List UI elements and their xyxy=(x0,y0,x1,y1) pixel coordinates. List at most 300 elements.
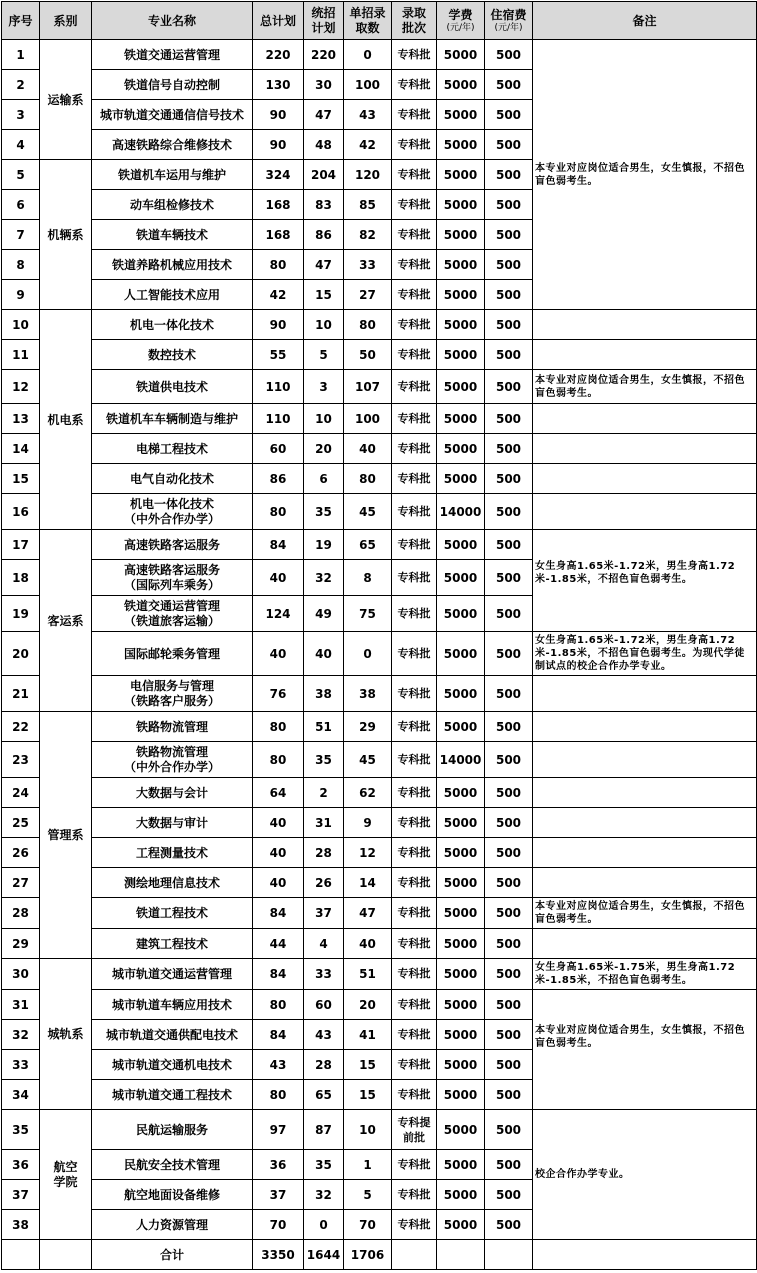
major-cell: 人力资源管理 xyxy=(92,1210,253,1240)
tuition-cell: 5000 xyxy=(437,464,485,494)
total-plan-cell: 76 xyxy=(253,676,304,712)
seq-cell: 3 xyxy=(2,100,40,130)
unified-plan-cell: 37 xyxy=(304,898,344,929)
total-plan-cell: 84 xyxy=(253,1020,304,1050)
single-admission-cell: 65 xyxy=(344,530,392,560)
remark-cell xyxy=(533,464,757,494)
batch-cell: 专科批 xyxy=(392,778,437,808)
header-unified-plan: 统招 计划 xyxy=(304,2,344,40)
total-plan-cell: 80 xyxy=(253,250,304,280)
single-admission-cell: 9 xyxy=(344,808,392,838)
dorm-fee-cell: 500 xyxy=(485,676,533,712)
dorm-fee-cell: 500 xyxy=(485,742,533,778)
line-2: （国际列车乘务） xyxy=(123,577,220,592)
single-admission-cell: 85 xyxy=(344,190,392,220)
batch-cell: 专科批 xyxy=(392,464,437,494)
single-admission-cell: 38 xyxy=(344,676,392,712)
batch-cell: 专科批 xyxy=(392,676,437,712)
dept-cell xyxy=(40,1110,92,1240)
remark-cell: 本专业对应岗位适合男生，女生慎报，不招色盲色弱考生。 xyxy=(533,990,757,1110)
batch-cell: 专科批 xyxy=(392,530,437,560)
batch-cell: 专科批 xyxy=(392,632,437,676)
batch-cell: 专科批 xyxy=(392,434,437,464)
dorm-fee-cell: 500 xyxy=(485,596,533,632)
seq-cell: 17 xyxy=(2,530,40,560)
single-admission-cell: 5 xyxy=(344,1180,392,1210)
major-cell: 大数据与会计 xyxy=(92,778,253,808)
remark-cell xyxy=(533,868,757,898)
tuition-cell: 5000 xyxy=(437,220,485,250)
line-2: （铁路客户服务） xyxy=(123,693,220,708)
seq-cell: 8 xyxy=(2,250,40,280)
major-cell: 工程测量技术 xyxy=(92,838,253,868)
table-row xyxy=(2,310,757,340)
total-plan-cell: 90 xyxy=(253,130,304,160)
unified-plan-cell: 86 xyxy=(304,220,344,250)
tuition-cell: 5000 xyxy=(437,530,485,560)
tuition-cell: 5000 xyxy=(437,632,485,676)
single-admission-cell: 43 xyxy=(344,100,392,130)
single-admission-cell: 80 xyxy=(344,310,392,340)
remark-cell xyxy=(533,310,757,340)
unified-plan-cell: 40 xyxy=(304,632,344,676)
total-row xyxy=(2,1240,757,1270)
seq-cell: 25 xyxy=(2,808,40,838)
batch-cell: 专科批 xyxy=(392,100,437,130)
unified-plan-cell: 87 xyxy=(304,1110,344,1150)
major-cell xyxy=(92,560,253,596)
dorm-fee-cell: 500 xyxy=(485,959,533,990)
single-admission-cell: 15 xyxy=(344,1050,392,1080)
major-cell xyxy=(92,494,253,530)
tuition-cell: 5000 xyxy=(437,778,485,808)
seq-cell: 27 xyxy=(2,868,40,898)
major-cell: 国际邮轮乘务管理 xyxy=(92,632,253,676)
total-plan-cell: 124 xyxy=(253,596,304,632)
dorm-fee-cell: 500 xyxy=(485,464,533,494)
tuition-cell: 5000 xyxy=(437,404,485,434)
seq-cell: 35 xyxy=(2,1110,40,1150)
table-row xyxy=(2,742,757,778)
batch-cell: 专科批 xyxy=(392,1180,437,1210)
batch-cell: 专科批 xyxy=(392,160,437,190)
header-major: 专业名称 xyxy=(92,2,253,40)
total-plan-cell: 80 xyxy=(253,712,304,742)
batch-cell: 专科批 xyxy=(392,929,437,959)
dept-cell: 客运系 xyxy=(40,530,92,712)
table-row xyxy=(2,868,757,898)
major-cell: 航空地面设备维修 xyxy=(92,1180,253,1210)
unified-plan-cell: 65 xyxy=(304,1080,344,1110)
dorm-fee-cell: 500 xyxy=(485,1210,533,1240)
batch-cell: 专科批 xyxy=(392,712,437,742)
dorm-fee-cell: 500 xyxy=(485,190,533,220)
dept-cell: 运输系 xyxy=(40,40,92,160)
seq-cell: 34 xyxy=(2,1080,40,1110)
total-plan-cell: 60 xyxy=(253,434,304,464)
tuition-cell: 5000 xyxy=(437,190,485,220)
unified-plan-cell: 35 xyxy=(304,742,344,778)
tuition-cell: 5000 xyxy=(437,1020,485,1050)
single-admission-cell: 45 xyxy=(344,494,392,530)
single-admission-cell: 47 xyxy=(344,898,392,929)
dorm-fee-cell: 500 xyxy=(485,778,533,808)
seq-cell: 2 xyxy=(2,70,40,100)
table-row xyxy=(2,464,757,494)
batch-cell: 专科批 xyxy=(392,370,437,404)
single-admission-cell: 15 xyxy=(344,1080,392,1110)
remark-cell: 女生身高1.65米-1.72米，男生身高1.72米-1.85米，不招色盲色弱考生。 xyxy=(533,530,757,632)
dorm-fee-cell: 500 xyxy=(485,1150,533,1180)
major-cell: 动车组检修技术 xyxy=(92,190,253,220)
dorm-fee-cell: 500 xyxy=(485,434,533,464)
seq-cell: 31 xyxy=(2,990,40,1020)
line-1: 高速铁路客运服务 xyxy=(123,562,220,577)
seq-cell: 6 xyxy=(2,190,40,220)
seq-cell: 21 xyxy=(2,676,40,712)
seq-cell: 10 xyxy=(2,310,40,340)
table-row xyxy=(2,676,757,712)
single-admission-cell: 75 xyxy=(344,596,392,632)
line-1: 机电一体化技术 xyxy=(129,496,214,511)
header-remark: 备注 xyxy=(533,2,757,40)
unified-plan-cell: 28 xyxy=(304,1050,344,1080)
header-tuition: 学费 (元/年) xyxy=(437,2,485,40)
dorm-fee-cell: 500 xyxy=(485,1080,533,1110)
dorm-fee-cell: 500 xyxy=(485,1180,533,1210)
unified-plan-cell: 32 xyxy=(304,560,344,596)
dorm-fee-cell: 500 xyxy=(485,808,533,838)
dorm-fee-cell: 500 xyxy=(485,340,533,370)
total-plan-cell: 97 xyxy=(253,1110,304,1150)
major-cell xyxy=(92,596,253,632)
seq-cell: 12 xyxy=(2,370,40,404)
table-row xyxy=(2,434,757,464)
total-plan-cell: 40 xyxy=(253,560,304,596)
single-admission-cell: 27 xyxy=(344,280,392,310)
single-admission-cell: 51 xyxy=(344,959,392,990)
remark-cell: 女生身高1.65米-1.75米，男生身高1.72米-1.85米，不招色盲色弱考生。 xyxy=(533,959,757,990)
seq-cell: 4 xyxy=(2,130,40,160)
single-admission-cell: 62 xyxy=(344,778,392,808)
total-plan-cell: 80 xyxy=(253,494,304,530)
tuition-cell: 5000 xyxy=(437,808,485,838)
unified-plan-cell: 31 xyxy=(304,808,344,838)
total-plan-cell: 40 xyxy=(253,632,304,676)
batch-cell: 专科批 xyxy=(392,310,437,340)
dorm-fee-cell: 500 xyxy=(485,838,533,868)
seq-cell: 32 xyxy=(2,1020,40,1050)
table-row xyxy=(2,40,757,70)
total-plan-cell: 84 xyxy=(253,959,304,990)
dorm-fee-cell: 500 xyxy=(485,100,533,130)
dept-cell: 管理系 xyxy=(40,712,92,959)
major-cell: 高速铁路综合维修技术 xyxy=(92,130,253,160)
single-admission-cell: 100 xyxy=(344,404,392,434)
batch-cell: 专科批 xyxy=(392,70,437,100)
batch-cell: 专科批 xyxy=(392,596,437,632)
unified-plan-cell: 6 xyxy=(304,464,344,494)
tuition-cell: 5000 xyxy=(437,929,485,959)
unified-plan-cell: 38 xyxy=(304,676,344,712)
batch-cell: 专科批 xyxy=(392,1150,437,1180)
major-cell: 电梯工程技术 xyxy=(92,434,253,464)
total-empty-batch xyxy=(392,1240,437,1270)
total-plan-cell: 64 xyxy=(253,778,304,808)
batch-cell: 专科批 xyxy=(392,838,437,868)
seq-cell: 29 xyxy=(2,929,40,959)
total-plan-cell: 168 xyxy=(253,190,304,220)
header-row xyxy=(2,2,757,40)
single-admission-cell: 20 xyxy=(344,990,392,1020)
batch-cell xyxy=(392,1110,437,1150)
tuition-cell: 5000 xyxy=(437,1180,485,1210)
tuition-cell: 5000 xyxy=(437,1110,485,1150)
major-cell: 城市轨道车辆应用技术 xyxy=(92,990,253,1020)
seq-cell: 14 xyxy=(2,434,40,464)
table-row xyxy=(2,370,757,404)
table-row xyxy=(2,340,757,370)
tuition-cell: 14000 xyxy=(437,742,485,778)
single-admission-cell: 70 xyxy=(344,1210,392,1240)
remark-cell xyxy=(533,712,757,742)
header-dorm-fee: 住宿费 (元/年) xyxy=(485,2,533,40)
tuition-cell: 5000 xyxy=(437,310,485,340)
header-single-admission: 单招录 取数 xyxy=(344,2,392,40)
major-cell: 数控技术 xyxy=(92,340,253,370)
tuition-cell: 5000 xyxy=(437,1150,485,1180)
major-cell: 铁道信号自动控制 xyxy=(92,70,253,100)
total-plan-cell: 110 xyxy=(253,404,304,434)
total-plan-cell: 80 xyxy=(253,990,304,1020)
tuition-cell: 5000 xyxy=(437,100,485,130)
remark-cell: 女生身高1.65米-1.72米，男生身高1.72米-1.85米，不招色盲色弱考生。为现代学徒制试点的校企合作办学专业。 xyxy=(533,632,757,676)
table-row xyxy=(2,1110,757,1150)
table-row xyxy=(2,404,757,434)
line-2: 学院 xyxy=(53,1174,78,1189)
tuition-cell: 5000 xyxy=(437,40,485,70)
total-plan-cell: 80 xyxy=(253,1080,304,1110)
single-admission-cell: 42 xyxy=(344,130,392,160)
tuition-cell: 5000 xyxy=(437,868,485,898)
dorm-fee-cell: 500 xyxy=(485,632,533,676)
single-admission-cell: 1 xyxy=(344,1150,392,1180)
dorm-fee-cell: 500 xyxy=(485,1020,533,1050)
line-1: 铁道交通运营管理 xyxy=(123,598,220,613)
seq-cell: 30 xyxy=(2,959,40,990)
tuition-cell: 5000 xyxy=(437,280,485,310)
unified-plan-cell: 26 xyxy=(304,868,344,898)
tuition-cell: 5000 xyxy=(437,434,485,464)
tuition-cell: 5000 xyxy=(437,130,485,160)
batch-cell: 专科批 xyxy=(392,959,437,990)
batch-cell: 专科批 xyxy=(392,898,437,929)
major-cell: 城市轨道交通供配电技术 xyxy=(92,1020,253,1050)
batch-cell: 专科批 xyxy=(392,250,437,280)
unified-plan-cell: 4 xyxy=(304,929,344,959)
batch-cell: 专科批 xyxy=(392,1080,437,1110)
remark-cell xyxy=(533,808,757,838)
total-plan-cell: 55 xyxy=(253,340,304,370)
total-plan-cell: 80 xyxy=(253,742,304,778)
tuition-cell: 5000 xyxy=(437,676,485,712)
total-empty-seq xyxy=(2,1240,40,1270)
seq-cell: 9 xyxy=(2,280,40,310)
remark-cell: 校企合作办学专业。 xyxy=(533,1110,757,1240)
tuition-cell: 5000 xyxy=(437,560,485,596)
single-admission-cell: 10 xyxy=(344,1110,392,1150)
single-admission-cell: 14 xyxy=(344,868,392,898)
unified-plan-cell: 49 xyxy=(304,596,344,632)
major-cell xyxy=(92,742,253,778)
total-plan-cell: 44 xyxy=(253,929,304,959)
table-row xyxy=(2,808,757,838)
total-plan-cell: 90 xyxy=(253,100,304,130)
batch-cell: 专科批 xyxy=(392,1210,437,1240)
major-cell: 人工智能技术应用 xyxy=(92,280,253,310)
line-2: （中外合作办学） xyxy=(123,511,220,526)
total-plan-cell: 86 xyxy=(253,464,304,494)
total-plan-cell: 37 xyxy=(253,1180,304,1210)
total-plan-cell: 168 xyxy=(253,220,304,250)
dorm-fee-cell: 500 xyxy=(485,160,533,190)
dorm-fee-cell: 500 xyxy=(485,898,533,929)
unified-plan-cell: 32 xyxy=(304,1180,344,1210)
dorm-fee-cell: 500 xyxy=(485,404,533,434)
total-plan-cell: 36 xyxy=(253,1150,304,1180)
total-plan-sum: 3350 xyxy=(253,1240,304,1270)
line-2: 前批 xyxy=(403,1130,425,1144)
single-admission-cell: 100 xyxy=(344,70,392,100)
table-row xyxy=(2,929,757,959)
tuition-cell: 5000 xyxy=(437,898,485,929)
major-cell: 民航安全技术管理 xyxy=(92,1150,253,1180)
major-cell: 铁道工程技术 xyxy=(92,898,253,929)
total-plan-cell: 43 xyxy=(253,1050,304,1080)
batch-cell: 专科批 xyxy=(392,808,437,838)
line-1: 电信服务与管理 xyxy=(129,678,214,693)
total-empty-remark xyxy=(533,1240,757,1270)
batch-cell: 专科批 xyxy=(392,220,437,250)
unified-plan-cell: 28 xyxy=(304,838,344,868)
batch-cell: 专科批 xyxy=(392,742,437,778)
batch-cell: 专科批 xyxy=(392,130,437,160)
tuition-cell: 5000 xyxy=(437,712,485,742)
total-plan-cell: 40 xyxy=(253,838,304,868)
unified-plan-cell: 204 xyxy=(304,160,344,190)
admission-plan-table xyxy=(1,1,757,1270)
major-cell: 测绘地理信息技术 xyxy=(92,868,253,898)
total-empty-dorm xyxy=(485,1240,533,1270)
remark-cell xyxy=(533,340,757,370)
table-row xyxy=(2,898,757,929)
table-row xyxy=(2,990,757,1020)
batch-cell: 专科批 xyxy=(392,1050,437,1080)
dorm-fee-cell: 500 xyxy=(485,1050,533,1080)
batch-cell: 专科批 xyxy=(392,340,437,370)
total-plan-cell: 220 xyxy=(253,40,304,70)
total-plan-cell: 84 xyxy=(253,898,304,929)
dorm-fee-cell: 500 xyxy=(485,1110,533,1150)
tuition-cell: 5000 xyxy=(437,990,485,1020)
line-1: 专科提 xyxy=(397,1115,431,1129)
dept-cell: 城轨系 xyxy=(40,959,92,1110)
remark-cell xyxy=(533,742,757,778)
batch-cell: 专科批 xyxy=(392,404,437,434)
table-row xyxy=(2,494,757,530)
major-cell: 铁道车辆技术 xyxy=(92,220,253,250)
major-cell: 铁道交通运营管理 xyxy=(92,40,253,70)
header-seq: 序号 xyxy=(2,2,40,40)
single-admission-cell: 120 xyxy=(344,160,392,190)
header-dept: 系别 xyxy=(40,2,92,40)
major-cell: 民航运输服务 xyxy=(92,1110,253,1150)
single-admission-cell: 8 xyxy=(344,560,392,596)
major-cell: 城市轨道交通运营管理 xyxy=(92,959,253,990)
dorm-fee-cell: 500 xyxy=(485,712,533,742)
dorm-fee-cell: 500 xyxy=(485,868,533,898)
dorm-fee-cell: 500 xyxy=(485,370,533,404)
batch-cell: 专科批 xyxy=(392,280,437,310)
seq-cell: 28 xyxy=(2,898,40,929)
unified-plan-cell: 47 xyxy=(304,250,344,280)
major-cell: 铁道养路机械应用技术 xyxy=(92,250,253,280)
unified-plan-cell: 48 xyxy=(304,130,344,160)
tuition-cell: 14000 xyxy=(437,494,485,530)
tuition-cell: 5000 xyxy=(437,250,485,280)
seq-cell: 20 xyxy=(2,632,40,676)
remark-cell xyxy=(533,676,757,712)
table-row xyxy=(2,530,757,560)
tuition-cell: 5000 xyxy=(437,596,485,632)
total-plan-cell: 130 xyxy=(253,70,304,100)
seq-cell: 11 xyxy=(2,340,40,370)
unified-plan-cell: 20 xyxy=(304,434,344,464)
remark-cell: 本专业对应岗位适合男生，女生慎报，不招色盲色弱考生。 xyxy=(533,370,757,404)
total-plan-cell: 110 xyxy=(253,370,304,404)
batch-cell: 专科批 xyxy=(392,40,437,70)
unified-plan-cell: 33 xyxy=(304,959,344,990)
seq-cell: 1 xyxy=(2,40,40,70)
seq-cell: 22 xyxy=(2,712,40,742)
table-row xyxy=(2,838,757,868)
major-cell: 机电一体化技术 xyxy=(92,310,253,340)
single-admission-cell: 0 xyxy=(344,632,392,676)
dorm-fee-cell: 500 xyxy=(485,250,533,280)
single-admission-cell: 80 xyxy=(344,464,392,494)
line-1: 航空 xyxy=(53,1159,78,1174)
single-admission-cell: 29 xyxy=(344,712,392,742)
table-row xyxy=(2,959,757,990)
total-plan-cell: 324 xyxy=(253,160,304,190)
unified-plan-cell: 30 xyxy=(304,70,344,100)
total-single-sum: 1706 xyxy=(344,1240,392,1270)
remark-cell xyxy=(533,929,757,959)
seq-cell: 23 xyxy=(2,742,40,778)
dorm-fee-cell: 500 xyxy=(485,130,533,160)
header-batch: 录取 批次 xyxy=(392,2,437,40)
major-cell: 铁道机车车辆制造与维护 xyxy=(92,404,253,434)
line-2: （铁道旅客运输） xyxy=(123,613,220,628)
major-cell: 建筑工程技术 xyxy=(92,929,253,959)
unified-plan-cell: 0 xyxy=(304,1210,344,1240)
remark-cell xyxy=(533,494,757,530)
major-cell: 电气自动化技术 xyxy=(92,464,253,494)
unified-plan-cell: 51 xyxy=(304,712,344,742)
seq-cell: 18 xyxy=(2,560,40,596)
seq-cell: 7 xyxy=(2,220,40,250)
seq-cell: 26 xyxy=(2,838,40,868)
